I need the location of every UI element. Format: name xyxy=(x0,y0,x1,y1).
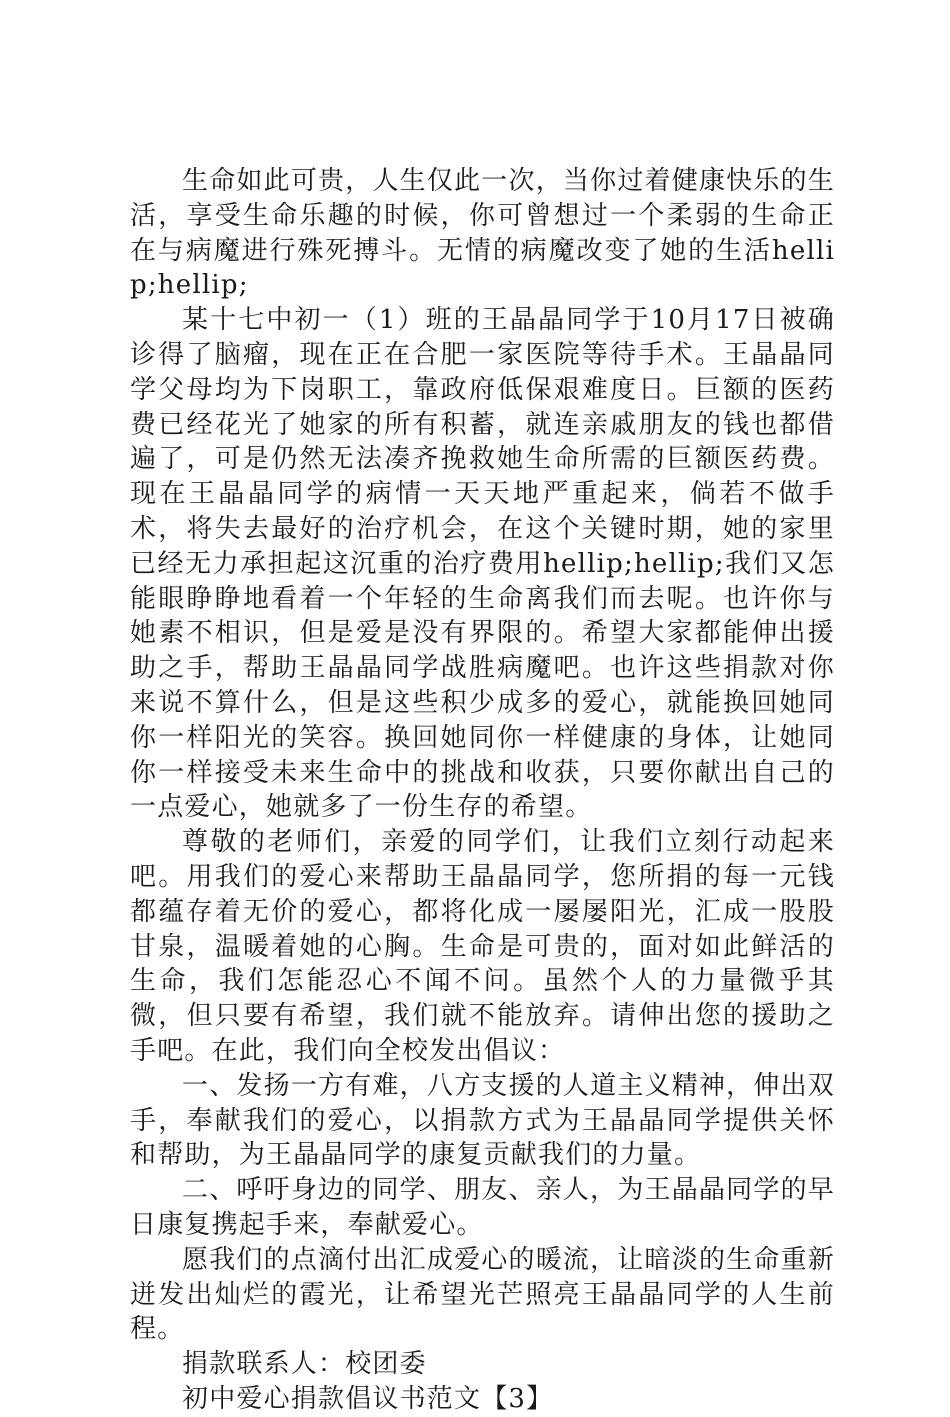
paragraph-proposal-1: 一、发扬一方有难，八方支援的人道主义精神，伸出双手，奉献我们的爱心，以捐款方式为王晶晶同学提供关怀和帮助，为王晶晶同学的康复贡献我们的力量。 xyxy=(130,1070,835,1171)
paragraph-proposal-2: 二、呼吁身边的同学、朋友、亲人，为王晶晶同学的早日康复携起手来，奉献爱心。 xyxy=(130,1175,835,1240)
paragraph-appeal: 尊敬的老师们，亲爱的同学们，让我们立刻行动起来吧。用我们的爱心来帮助王晶晶同学，您所捐的每一元钱都蕴存着无价的爱心，都将化成一屡屡阳光，汇成一股股甘泉，温暖着她的心胸。生命是可贵的，面对如此鲜活的生命，我们怎能忍心不闻不问。虽然个人的力量微乎其微，但只要有希望，我们就不能放弃。请伸出您的援助之手吧。在此，我们向全校发出倡议： xyxy=(130,827,835,1066)
paragraph-story: 某十七中初一（1）班的王晶晶同学于10月17日被确诊得了脑瘤，现在正在合肥一家医院等待手术。王晶晶同学父母均为下岗职工，靠政府低保艰难度日。巨额的医药费已经花光了她家的所有积蓄，就连亲戚朋友的钱也都借遍了，可是仍然无法凑齐挽救她生命所需的巨额医药费。现在王晶晶同学的病情一天天地严重起来，倘若不做手术，将失去最好的治疗机会，在这个关键时期，她的家里已经无力承担起这沉重的治疗费用hellip;hellip;我们又怎能眼睁睁地看着一个年轻的生命离我们而去呢。也许你与她素不相识，但是爱是没有界限的。希望大家都能伸出援助之手，帮助王晶晶同学战胜病魔吧。也许这些捐款对你来说不算什么，但是这些积少成多的爱心，就能换回她同你一样阳光的笑容。换回她同你一样健康的身体，让她同你一样接受未来生命中的挑战和收获，只要你献出自己的一点爱心，她就多了一份生存的希望。 xyxy=(130,305,835,823)
paragraph-intro: 生命如此可贵，人生仅此一次，当你过着健康快乐的生活，享受生命乐趣的时候，你可曾想过一个柔弱的生命正在与病魔进行殊死搏斗。无情的病魔改变了她的生活hellip;hellip; xyxy=(130,166,835,301)
paragraph-closing: 愿我们的点滴付出汇成爱心的暖流，让暗淡的生命重新迸发出灿烂的霞光，让希望光芒照亮王晶晶同学的人生前程。 xyxy=(130,1244,835,1345)
paragraph-contact: 捐款联系人：校团委 xyxy=(182,1349,427,1380)
paragraph-next-title: 初中爱心捐款倡议书范文【3】 xyxy=(182,1383,554,1414)
document-body xyxy=(130,164,835,1417)
